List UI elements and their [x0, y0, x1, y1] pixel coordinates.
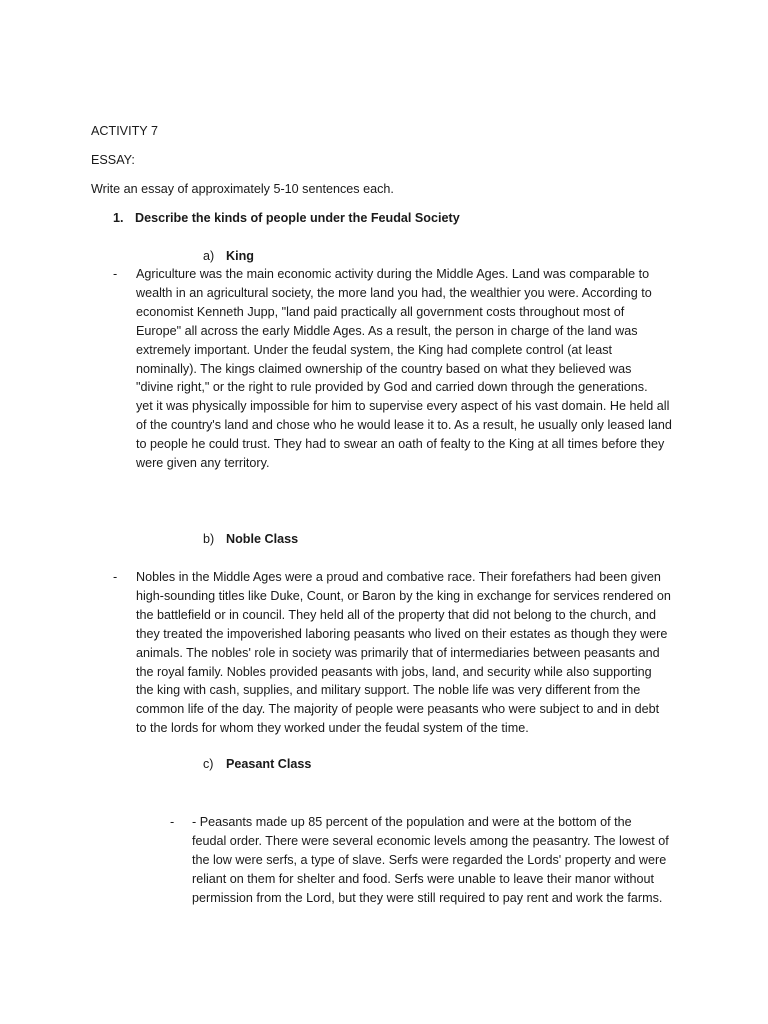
- paragraph-line: wealth in an agricultural society, the more land you had, the wealthier you were. According to: [136, 285, 652, 300]
- paragraph-line: - Peasants made up 85 percent of the population and were at the bottom of the: [192, 815, 632, 829]
- section-letter: b): [203, 532, 215, 546]
- paragraph-line: the battlefield or in council. They held all of the property that did not belong to the church, and: [136, 607, 656, 622]
- paragraph-line: common life of the day. The majority of people were peasants who were subject to and in debt: [136, 702, 660, 717]
- peasant-paragraph: [192, 813, 684, 908]
- paragraph-line: nominally). The kings claimed ownership of the country based on what they believed was: [136, 361, 632, 376]
- paragraph-line: they treated the impoverished laboring peasants who lived on their estates as though they were: [136, 626, 668, 641]
- paragraph-line: feudal order. There were several economic levels among the peasantry. The lowest of: [192, 833, 669, 848]
- paragraph-line: of the country's land and chose who he would lease it to. As a result, he usually only leased land: [136, 418, 672, 433]
- section-letter: c): [203, 757, 214, 771]
- paragraph-line: animals. The nobles' role in society was primarily that of intermediaries between peasants and: [136, 645, 660, 660]
- paragraph-line: reliant on them for shelter and food. Serfs were unable to leave their manor without: [192, 871, 655, 886]
- section-heading-king: [203, 247, 254, 266]
- paragraph-line: high-sounding titles like Duke, Count, or Baron by the king in exchange for services rendered on: [136, 588, 671, 603]
- paragraph-line: to the lords for whom they worked under the feudal system of the time.: [136, 721, 529, 736]
- section-heading-peasant: [203, 755, 311, 774]
- bullet-dash: -: [170, 815, 175, 829]
- king-paragraph: [136, 265, 684, 473]
- question-text: Describe the kinds of people under the Feudal Society: [135, 211, 460, 225]
- paragraph-line: Europe" all across the early Middle Ages. As a result, the person in charge of the land was: [136, 323, 638, 338]
- bullet-dash: -: [113, 570, 118, 584]
- paragraph-line: permission from the Lord, but they were still required to pay rent and work the farms.: [192, 890, 663, 905]
- question-1: [113, 209, 460, 228]
- section-letter: a): [203, 249, 215, 263]
- paragraph-line: yet it was physically impossible for him to supervise every aspect of his vast domain. He held all: [136, 399, 670, 414]
- paragraph-line: economist Kenneth Jupp, "land paid practically all government costs throughout most of: [136, 304, 625, 319]
- paragraph-line: Nobles in the Middle Ages were a proud and combative race. Their forefathers had been given: [136, 570, 661, 584]
- instruction-text: Write an essay of approximately 5-10 sentences each.: [91, 182, 394, 196]
- bullet-dash: -: [113, 267, 118, 281]
- paragraph-line: extremely important. Under the feudal system, the King had complete control (at least: [136, 342, 612, 357]
- section-title: Peasant Class: [226, 757, 312, 771]
- paragraph-line: were given any territory.: [136, 456, 270, 471]
- activity-title: ACTIVITY 7: [91, 124, 158, 138]
- paragraph-line: Agriculture was the main economic activity during the Middle Ages. Land was comparable to: [136, 267, 650, 281]
- section-heading-noble: [203, 530, 298, 549]
- section-title: King: [226, 249, 254, 263]
- essay-label: ESSAY:: [91, 153, 135, 167]
- paragraph-line: to people he could trust. They had to swear an oath of fealty to the King at all times before they: [136, 437, 665, 452]
- noble-paragraph: [136, 568, 684, 738]
- paragraph-line: the royal family. Nobles provided peasants with jobs, land, and security while also supporting: [136, 664, 652, 679]
- paragraph-line: the low were serfs, a type of slave. Serfs were regarded the Lords' property and were: [192, 852, 667, 867]
- question-number: 1.: [113, 211, 124, 225]
- paragraph-line: "divine right," or the right to rule provided by God and carried down through the generations.: [136, 380, 648, 395]
- paragraph-line: the king with cash, supplies, and military support. The noble life was very different from the: [136, 683, 641, 698]
- section-title: Noble Class: [226, 532, 299, 546]
